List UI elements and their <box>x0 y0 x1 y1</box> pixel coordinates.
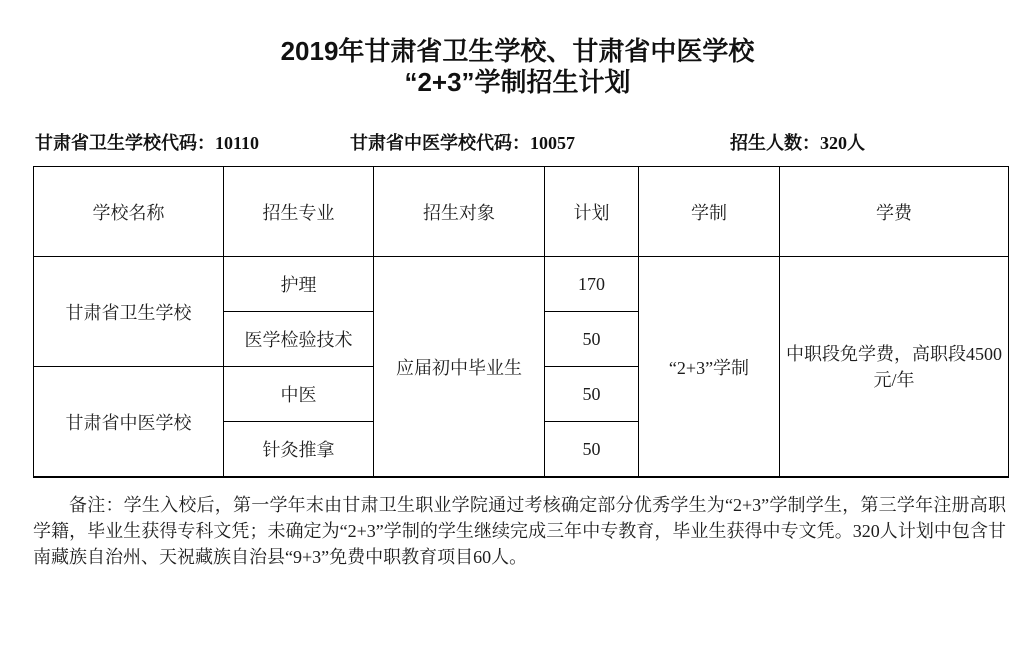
enrollment-count-text: 招生人数：320人 <box>730 133 865 153</box>
title-line-2: “2+3”学制招生计划 <box>404 67 631 97</box>
school-name-cell: 甘肃省中医学校 <box>34 367 224 478</box>
table-header-row <box>34 167 1009 257</box>
header-plan: 计划 <box>545 167 639 257</box>
system-cell: “2+3”学制 <box>639 257 780 478</box>
plan-cell: 50 <box>545 422 639 478</box>
table-row <box>34 257 1009 312</box>
remark-note: 备注：学生入校后，第一学年末由甘肃卫生职业学院通过考核确定部分优秀学生为“2+3”学制学生，第三学年注册高职学籍，毕业生获得专科文凭；未确定为“2+3”学制的学生继续完成三年中专教育，毕业生获得中专文凭。320人计划中包含甘南藏族自治州、天祝藏族自治县“9+3”免费中职教育项目60人。 <box>33 495 1006 567</box>
school2-code-text: 甘肃省中医学校代码：10057 <box>350 133 575 153</box>
major-cell: 护理 <box>224 257 374 312</box>
plan-cell: 170 <box>545 257 639 312</box>
school-name-cell: 甘肃省卫生学校 <box>34 257 224 367</box>
admission-plan-table <box>33 166 1009 478</box>
major-cell: 针灸推拿 <box>224 422 374 478</box>
major-cell: 中医 <box>224 367 374 422</box>
plan-cell: 50 <box>545 367 639 422</box>
header-major: 招生专业 <box>224 167 374 257</box>
header-tuition: 学费 <box>780 167 1009 257</box>
target-cell: 应届初中毕业生 <box>374 257 545 478</box>
school1-code-text: 甘肃省卫生学校代码：10110 <box>35 133 260 153</box>
major-cell: 医学检验技术 <box>224 312 374 367</box>
header-target: 招生对象 <box>374 167 545 257</box>
header-school-name: 学校名称 <box>34 167 224 257</box>
tuition-cell: 中职段免学费，高职段4500元/年 <box>780 257 1009 478</box>
title-line-1: 2019年甘肃省卫生学校、甘肃省中医学校 <box>280 36 755 66</box>
header-system: 学制 <box>639 167 780 257</box>
plan-cell: 50 <box>545 312 639 367</box>
page-title <box>0 36 1035 98</box>
